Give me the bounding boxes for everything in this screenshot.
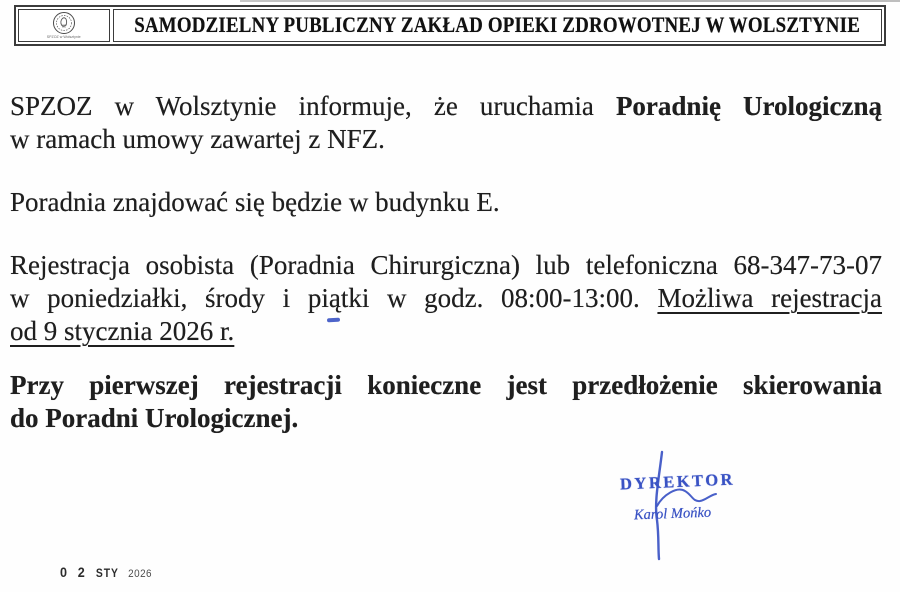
document-line: SPZOZ w Wolsztynie informuje, że uruchamia Poradnię Urologiczną — [10, 91, 882, 121]
paragraph — [10, 249, 882, 348]
date-stamp-year: 2026 — [128, 568, 153, 580]
date-stamp-month: STY — [95, 568, 119, 580]
scan-artifact-line — [240, 0, 900, 2]
signature-name: Karol Mońko — [633, 504, 712, 524]
paragraph — [10, 186, 882, 219]
signature-role: DYREKTOR — [619, 469, 736, 494]
document-line: Poradnia znajdować się będzie w budynku E. — [10, 187, 500, 217]
letterhead — [14, 5, 886, 46]
paragraph — [10, 369, 882, 435]
document-line: do Poradni Urologicznej. — [10, 403, 299, 433]
date-stamp — [60, 564, 152, 582]
date-stamp-day: 0 2 — [60, 564, 89, 580]
organization-title: SAMODZIELNY PUBLICZNY ZAKŁAD OPIEKI ZDROWOTNEJ W WOLSZTYNIE — [134, 12, 861, 38]
letterhead-title-box — [113, 9, 882, 42]
pen-mark — [327, 318, 340, 322]
document-line: od 9 stycznia 2026 r. — [10, 316, 235, 346]
document-line: Rejestracja osobista (Poradnia Chirurgiczna) lub telefoniczna 68-347-73-07 — [10, 250, 882, 280]
paragraph — [10, 90, 882, 156]
seal-icon — [49, 11, 79, 37]
organization-logo — [18, 9, 110, 42]
document-line: w poniedziałki, środy i piątki w godz. 08:00-13:00. Możliwa rejestracja — [10, 283, 883, 313]
document-line: w ramach umowy zawartej z NFZ. — [10, 124, 385, 154]
document-line: Przy pierwszej rejestracji konieczne jest przedłożenie skierowania — [10, 370, 882, 400]
document-body — [0, 90, 900, 465]
logo-caption: SPZOZ w Wolsztynie — [47, 34, 81, 39]
signature-block — [588, 450, 788, 562]
